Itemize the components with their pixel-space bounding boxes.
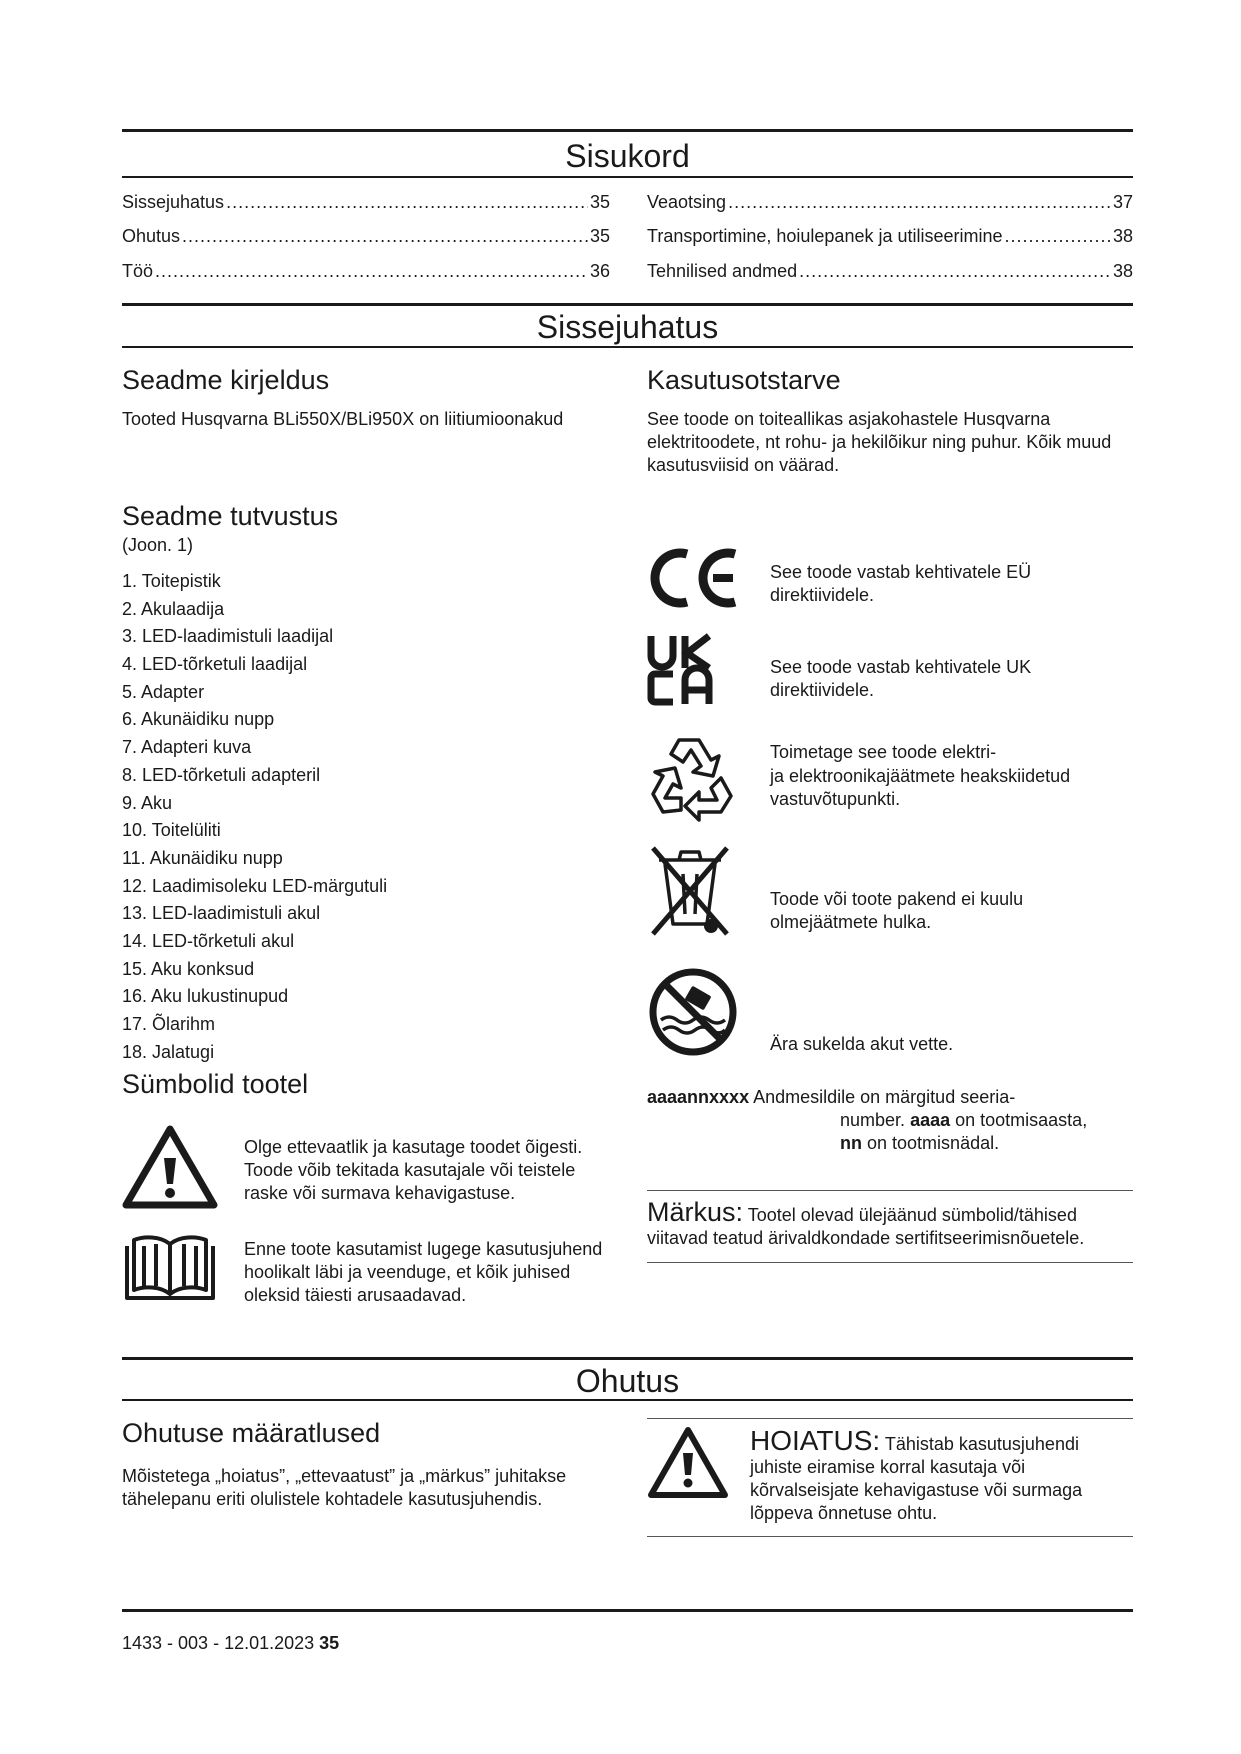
weee-text: Toode või toote pakend ei kuulu olmejäätmete hulka. bbox=[770, 889, 1024, 932]
serial-line-1: aaaannxxxx Andmesildile on märgitud seeria- bbox=[647, 1087, 1016, 1107]
note-text: Tootel olevad ülejäänud sümbolid/tähised viitavad teatud ärivaldkondade sertifitseerimisnõuetele. bbox=[647, 1205, 1085, 1248]
symbols-heading: Sümbolid tootel bbox=[122, 1069, 309, 1099]
recycle-text-line1: Toimetage see toode elektri- bbox=[770, 742, 997, 762]
list-item: 13. LED-laadimistuli akul bbox=[122, 903, 321, 924]
serial-line-2: number. aaaa on tootmisaasta, bbox=[840, 1110, 1088, 1130]
parts-list bbox=[122, 568, 387, 1066]
list-item: 12. Laadimisoleku LED-märgutuli bbox=[122, 875, 388, 896]
warning-text-rest: juhiste eiramise korral kasutaja või kõrvalseisjate kehavigastuse või surmaga lõppeva õnnetuse ohtu. bbox=[750, 1457, 1083, 1523]
ukca-text: See toode vastab kehtivatele UK direktiividele. bbox=[770, 657, 1032, 700]
note-top-rule bbox=[647, 1190, 1133, 1191]
ce-mark-icon bbox=[647, 546, 743, 610]
list-item: 5. Adapter bbox=[122, 681, 205, 702]
ce-text: See toode vastab kehtivatele EÜ direktiividele. bbox=[770, 562, 1032, 605]
warning-label: HOIATUS: bbox=[750, 1425, 881, 1456]
usage-text: See toode on toiteallikas asjakohastele Husqvarna elektritoodete, nt rohu- ja hekilõikur ning puhur. Kõik muud kasutusviisid on väärad. bbox=[647, 409, 1112, 475]
safety-top-rule bbox=[122, 1357, 1133, 1360]
toc-top-rule bbox=[122, 129, 1133, 132]
warning-box-bottom-rule bbox=[647, 1536, 1133, 1537]
note-bottom-rule bbox=[647, 1262, 1133, 1263]
footer-doc-info: 1433 - 003 - 12.01.2023 bbox=[122, 1633, 315, 1653]
warning-box-top-rule bbox=[647, 1418, 1133, 1419]
warning-text-first: Tähistab kasutusjuhendi bbox=[884, 1434, 1079, 1454]
intro-bottom-rule bbox=[122, 346, 1133, 348]
footer-rule bbox=[122, 1609, 1133, 1612]
description-text: Tooted Husqvarna BLi550X/BLi950X on liitiumioonakud bbox=[122, 409, 564, 429]
note-block bbox=[647, 1197, 1133, 1250]
warning-triangle-icon bbox=[122, 1124, 218, 1210]
no-water-text: Ära sukelda akut vette. bbox=[770, 1034, 954, 1054]
list-item: 18. Jalatugi bbox=[122, 1041, 215, 1062]
safety-bottom-rule bbox=[122, 1399, 1133, 1401]
intro-top-rule bbox=[122, 303, 1133, 306]
serial-code: aaaannxxxx bbox=[647, 1087, 750, 1107]
list-item: 2. Akulaadija bbox=[122, 598, 225, 619]
toc-title: Sisukord bbox=[565, 138, 690, 174]
list-item: 3. LED-laadimistuli laadijal bbox=[122, 626, 334, 647]
description-heading: Seadme kirjeldus bbox=[122, 365, 330, 395]
toc-entry-veaotsing[interactable]: Veaotsing ..... 37 bbox=[647, 191, 1133, 213]
manual-symbol-text: Enne toote kasutamist lugege kasutusjuhend hoolikalt läbi ja veenduge, et kõik juhised oleksid täiesti arusaadavad. bbox=[244, 1239, 603, 1305]
overview-figure-ref: (Joon. 1) bbox=[122, 535, 194, 555]
no-water-icon bbox=[647, 966, 739, 1058]
list-item: 6. Akunäidiku nupp bbox=[122, 709, 275, 730]
toc-bottom-rule bbox=[122, 176, 1133, 178]
footer-page-number: 35 bbox=[319, 1633, 340, 1653]
overview-heading: Seadme tutvustus bbox=[122, 501, 339, 531]
manual-book-icon bbox=[122, 1232, 218, 1302]
toc-entry-too[interactable]: Töö ..... 36 bbox=[122, 260, 610, 282]
intro-title: Sissejuhatus bbox=[536, 309, 719, 345]
list-item: 14. LED-tõrketuli akul bbox=[122, 930, 295, 951]
toc-entry-ohutus[interactable]: Ohutus ..... 35 bbox=[122, 225, 610, 247]
crossed-bin-icon bbox=[647, 842, 733, 938]
warning-block bbox=[750, 1426, 1133, 1525]
toc-entry-transportimine[interactable]: Transportimine, hoiulepanek ja utiliseerimine ..... 38 bbox=[647, 225, 1133, 247]
toc-entry-sissejuhatus[interactable]: Sissejuhatus ..... 35 bbox=[122, 191, 610, 213]
toc-entry-tehnilised-andmed[interactable]: Tehnilised andmed ..... 38 bbox=[647, 260, 1133, 282]
note-label: Märkus: bbox=[647, 1197, 744, 1227]
list-item: 15. Aku konksud bbox=[122, 958, 255, 979]
list-item: 17. Õlarihm bbox=[122, 1014, 216, 1034]
list-item: 16. Aku lukustinupud bbox=[122, 986, 289, 1007]
footer bbox=[122, 1632, 339, 1654]
safety-title: Ohutus bbox=[575, 1363, 680, 1399]
ukca-mark-icon bbox=[647, 634, 717, 706]
list-item: 11. Akunäidiku nupp bbox=[122, 847, 283, 868]
recycle-text-line2: ja elektroonikajäätmete heakskiidetud vastuvõtupunkti. bbox=[770, 766, 1071, 809]
list-item: 7. Adapteri kuva bbox=[122, 737, 252, 758]
warning-triangle-icon bbox=[647, 1425, 729, 1499]
list-item: 1. Toitepistik bbox=[122, 571, 221, 591]
list-item: 9. Aku bbox=[122, 792, 173, 813]
definitions-text: Mõistetega „hoiatus”, „ettevaatust” ja „märkus” juhitakse tähelepanu eriti olulistele kohtadele kasutusjuhendis. bbox=[122, 1466, 567, 1509]
usage-heading: Kasutusotstarve bbox=[647, 365, 841, 395]
definitions-heading: Ohutuse määratlused bbox=[122, 1418, 381, 1448]
list-item: 8. LED-tõrketuli adapteril bbox=[122, 764, 321, 785]
warning-symbol-text: Olge ettevaatlik ja kasutage toodet õigesti. Toode võib tekitada kasutajale või teistele raske või surmava kehavigastuse. bbox=[244, 1137, 583, 1203]
list-item: 4. LED-tõrketuli laadijal bbox=[122, 654, 308, 675]
list-item: 10. Toitelüliti bbox=[122, 820, 221, 841]
serial-line-3: nn on tootmisnädal. bbox=[840, 1133, 1000, 1153]
recycle-icon bbox=[647, 732, 737, 818]
